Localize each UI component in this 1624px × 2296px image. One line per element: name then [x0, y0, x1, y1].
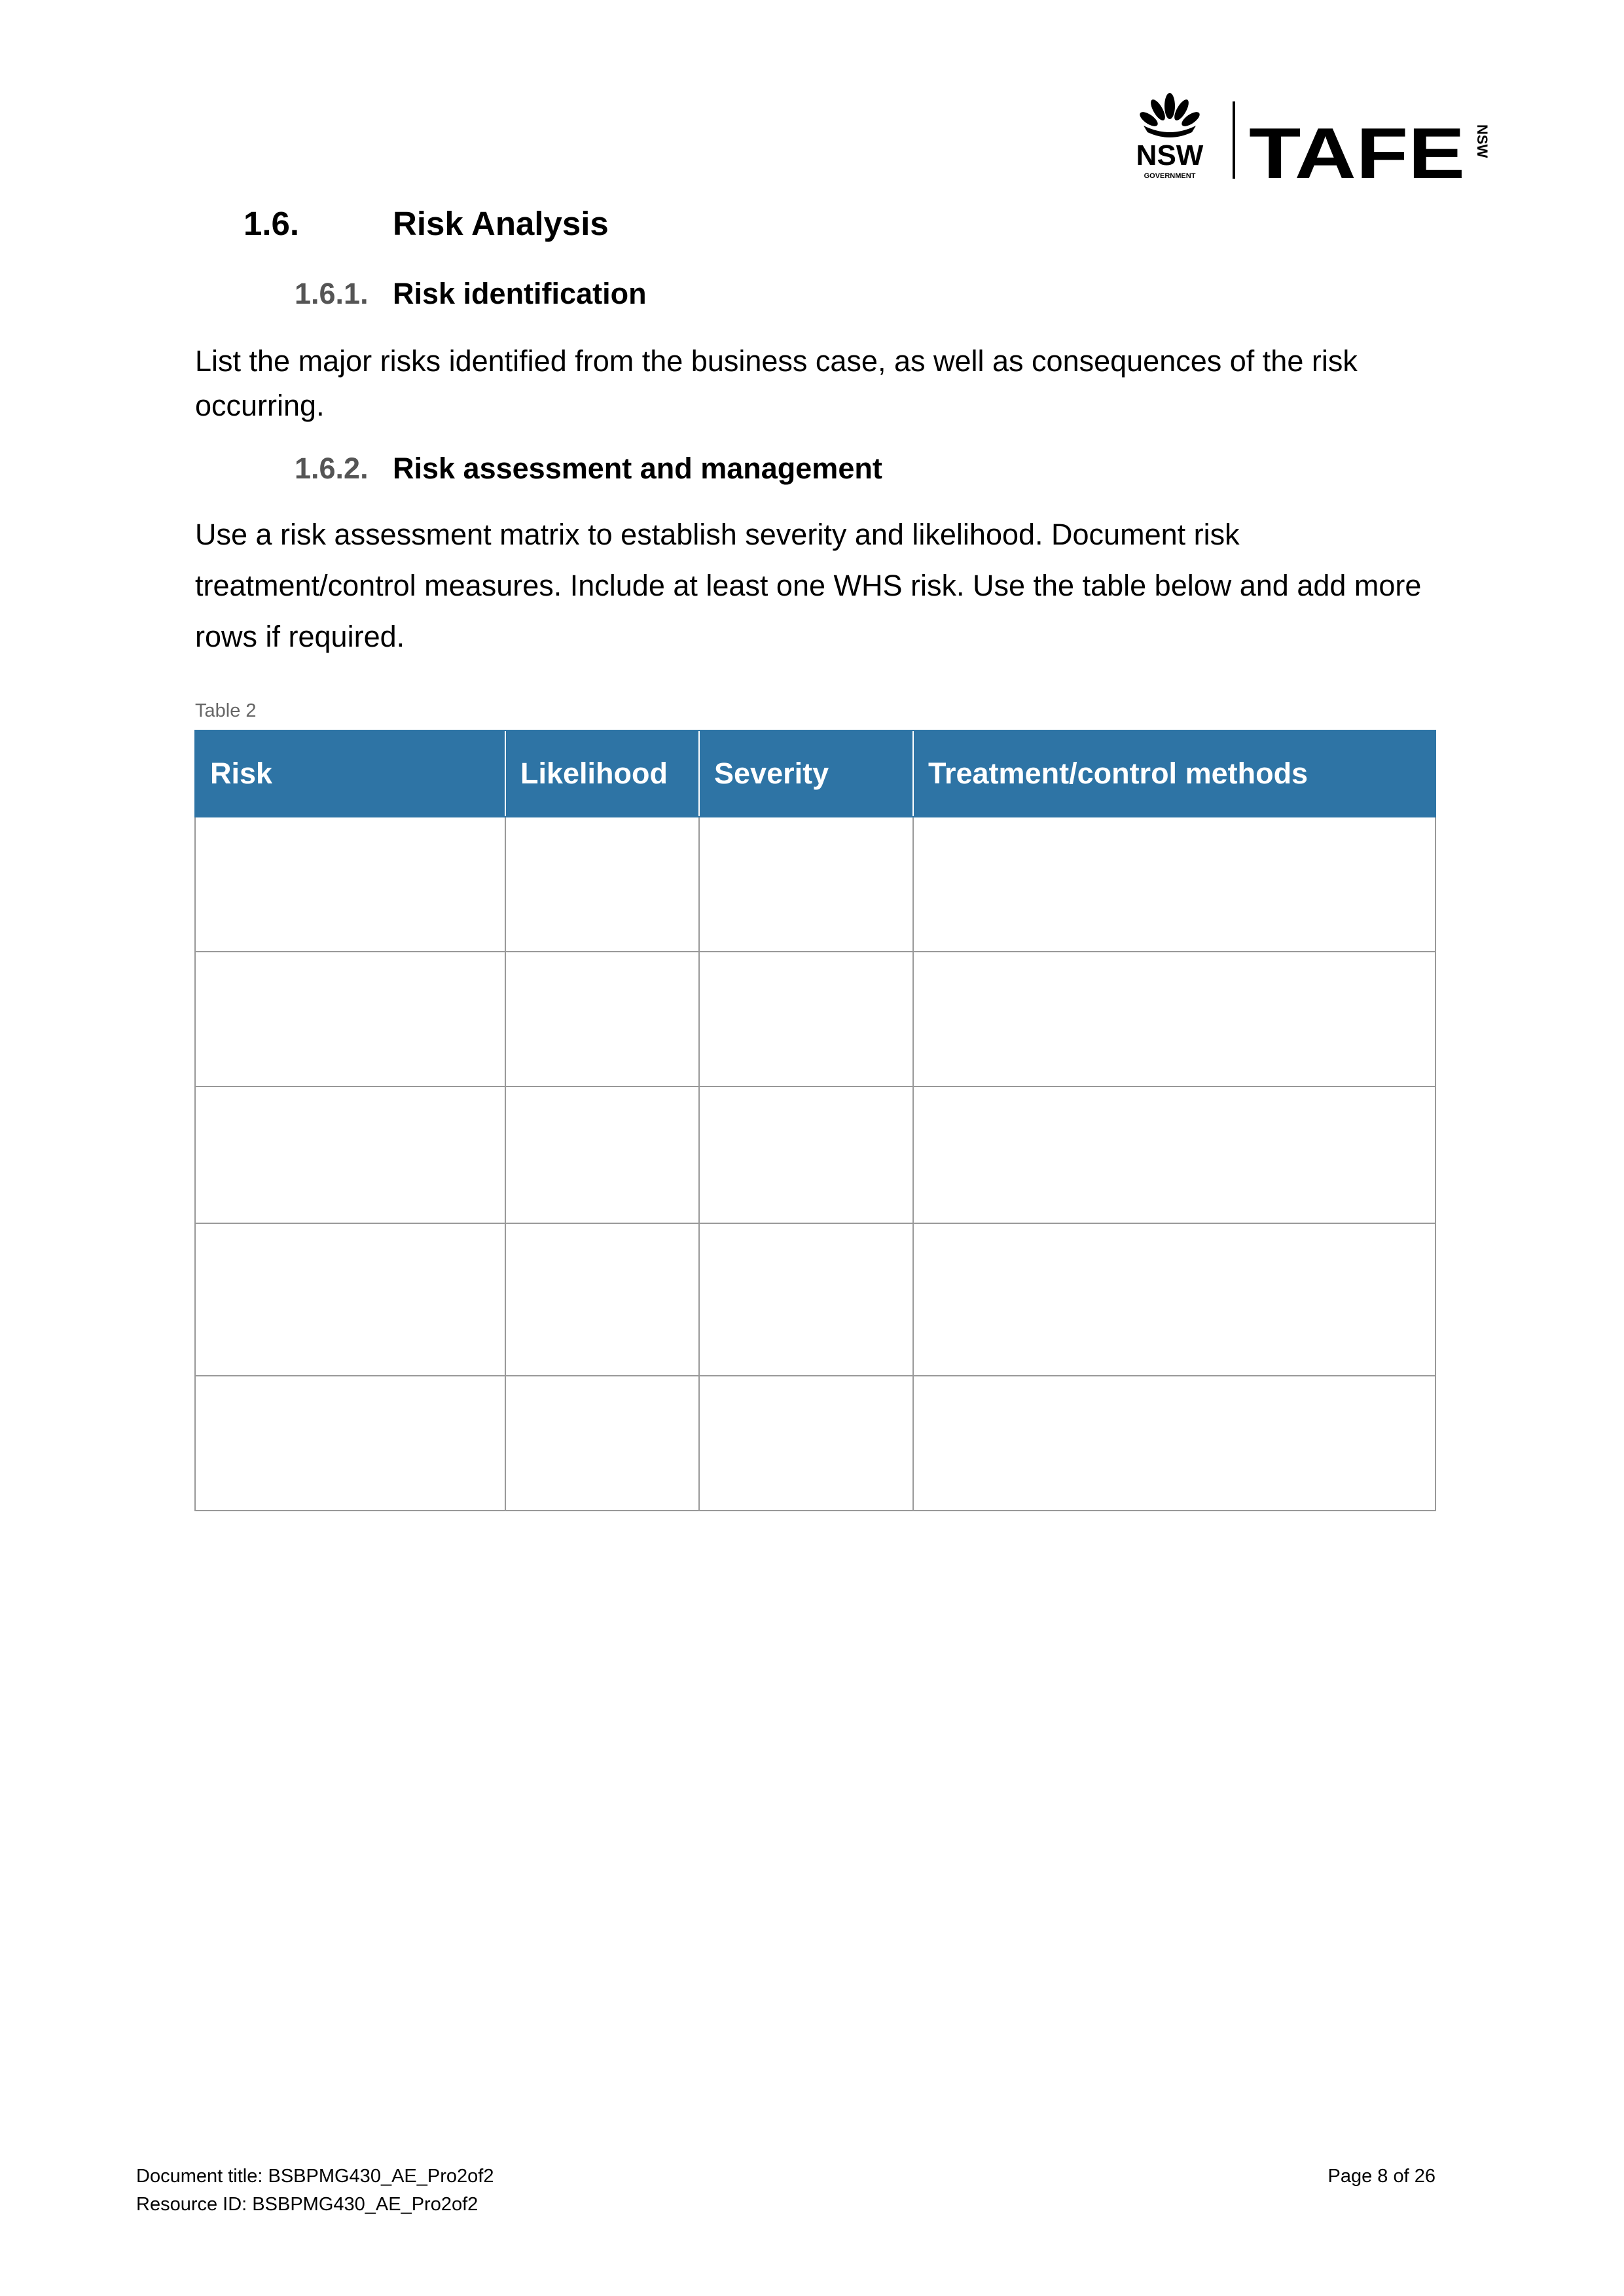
header-severity: Severity [699, 730, 913, 817]
cell-treatment[interactable] [913, 952, 1435, 1086]
header-risk: Risk [195, 730, 505, 817]
cell-treatment[interactable] [913, 1376, 1435, 1511]
table-row [195, 1223, 1435, 1376]
table-row [195, 952, 1435, 1086]
table-row [195, 1376, 1435, 1511]
cell-risk[interactable] [195, 1376, 505, 1511]
footer-left [136, 2162, 494, 2219]
risk-identification-text: List the major risks identified from the business case, as well as consequences of the risk occurring. [195, 344, 1358, 422]
cell-risk[interactable] [195, 1086, 505, 1223]
footer-document-title: Document title: BSBPMG430_AE_Pro2of2 [136, 2166, 494, 2187]
subsection-title: Risk assessment and management [393, 452, 882, 485]
cell-likelihood[interactable] [505, 1223, 699, 1376]
risk-assessment-text: Use a risk assessment matrix to establish severity and likelihood. Document risk treatment/control measures. Include at least one WHS risk. Use the table below and add more rows if required. [195, 518, 1422, 653]
subsection-number: 1.6.2. [295, 452, 369, 485]
cell-treatment[interactable] [913, 1086, 1435, 1223]
cell-likelihood[interactable] [505, 817, 699, 952]
cell-treatment[interactable] [913, 817, 1435, 952]
cell-risk[interactable] [195, 817, 505, 952]
cell-likelihood[interactable] [505, 952, 699, 1086]
table-caption: Table 2 [195, 700, 257, 721]
logo-divider [1233, 101, 1235, 179]
cell-risk[interactable] [195, 1223, 505, 1376]
header-treatment: Treatment/control methods [913, 730, 1435, 817]
cell-severity[interactable] [699, 952, 913, 1086]
section-number: 1.6. [244, 205, 300, 242]
cell-likelihood[interactable] [505, 1086, 699, 1223]
table-row [195, 817, 1435, 952]
cell-likelihood[interactable] [505, 1376, 699, 1511]
cell-severity[interactable] [699, 1376, 913, 1511]
tafe-nsw-logo [1129, 92, 1496, 183]
footer-resource-id: Resource ID: BSBPMG430_AE_Pro2of2 [136, 2194, 478, 2215]
table-row [195, 1086, 1435, 1223]
government-wordmark: GOVERNMENT [1144, 172, 1196, 180]
subsection-number: 1.6.1. [295, 277, 369, 310]
waratah-icon [1138, 93, 1202, 137]
cell-severity[interactable] [699, 1223, 913, 1376]
nsw-wordmark: NSW [1136, 139, 1204, 171]
table-header-row [195, 730, 1435, 817]
risk-table [194, 730, 1436, 1511]
header-likelihood: Likelihood [505, 730, 699, 817]
cell-severity[interactable] [699, 1086, 913, 1223]
footer-page-number: Page 8 of 26 [1327, 2166, 1435, 2187]
cell-treatment[interactable] [913, 1223, 1435, 1376]
tafe-wordmark: TAFE [1249, 113, 1465, 183]
cell-risk[interactable] [195, 952, 505, 1086]
section-title: Risk Analysis [393, 205, 609, 242]
tafe-nsw-wordmark: NSW [1474, 124, 1490, 158]
cell-severity[interactable] [699, 817, 913, 952]
subsection-title: Risk identification [393, 277, 647, 310]
